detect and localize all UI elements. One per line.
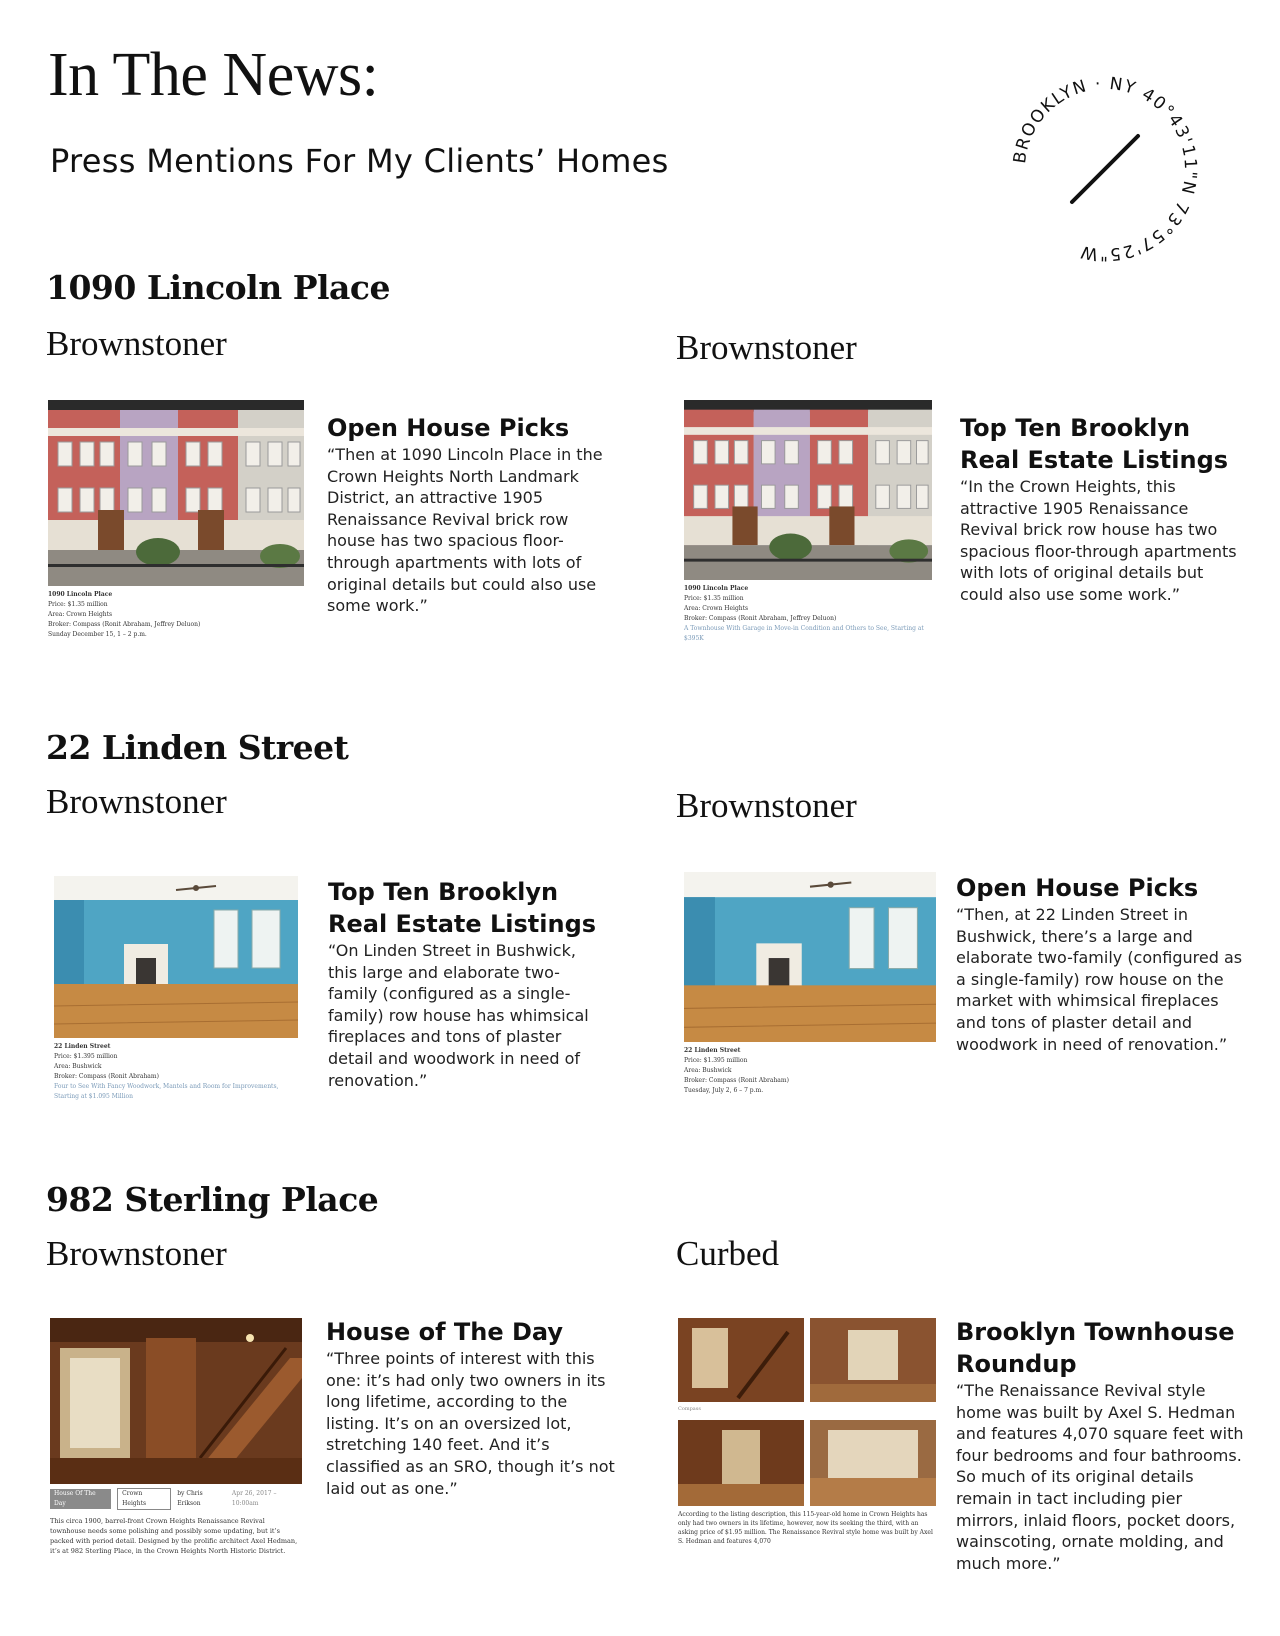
article-982-sterling-house-of-day: [326, 1316, 616, 1499]
caption-line: 22 Linden Street: [684, 1047, 741, 1054]
caption-line: Price: $1.395 million: [54, 1053, 118, 1060]
svg-text:BROOKLYN · NY 40°43'11"N 73°57: BROOKLYN · NY 40°43'11"N 73°57'25"W: [1010, 73, 1201, 265]
article-caption: [50, 1488, 302, 1556]
caption-link[interactable]: A Townhouse With Garage in Move-in Condition and Others to See, Starting at $395K: [684, 625, 924, 642]
staircase-photo: [50, 1318, 302, 1484]
article-quote: “In the Crown Heights, this attractive 1905 Renaissance Revival brick row house has two spacious floor-through apartments with lots of original details but could also use some work.”: [960, 477, 1237, 604]
listing-caption: [684, 584, 934, 644]
caption-line: Area: Bushwick: [54, 1063, 102, 1070]
caption-line: Broker: Compass (Ronit Abraham): [684, 1077, 789, 1084]
caption-line: Price: $1.395 million: [684, 1057, 748, 1064]
post-date: Apr 26, 2017 – 10:00am: [231, 1490, 277, 1507]
article-quote: “Then at 1090 Lincoln Place in the Crown Heights North Landmark District, an attractive 1905 Renaissance Revival brick row house has two spacious floor-through apartments with lots of original details but could also use some work.”: [327, 445, 603, 616]
article-heading: House of The Day: [326, 1318, 563, 1346]
article-1090-lincoln-open-house: [327, 412, 617, 617]
tag-house-of-the-day[interactable]: House Of The Day: [50, 1489, 111, 1509]
interior-photo-grid: [678, 1318, 936, 1508]
tag-crown-heights[interactable]: Crown Heights: [117, 1488, 171, 1510]
article-1090-lincoln-top-ten: [960, 412, 1240, 606]
caption-body: This circa 1900, barrel-front Crown Heights Renaissance Revival townhouse needs some polishing and possibly some updating, but it’s packed with period detail. Designed by the prolific architect Axel Hedman, it’s at 982 Sterling Place, in the Crown Heights North Historic District.: [50, 1517, 298, 1555]
brooklyn-seal-logo: [1000, 64, 1210, 274]
article-heading: Open House Picks: [327, 414, 570, 442]
article-quote: “On Linden Street in Bushwick, this large and elaborate two-family (configured as a single-family) row house has whimsical fireplaces and tons of plaster detail and woodwork in need of renovation.”: [328, 941, 589, 1090]
listing-caption: [684, 1046, 936, 1096]
photo-credit: Compass: [678, 1406, 701, 1412]
article-22-linden-top-ten: [328, 876, 608, 1091]
article-quote: “Then, at 22 Linden Street in Bushwick, there’s a large and elaborate two-family (configured as a single-family) row house on the market with whimsical fireplaces and tons of plaster detail and woodwork in need of renovation.”: [956, 905, 1243, 1054]
caption-line: Tuesday, July 2, 6 – 7 p.m.: [684, 1087, 764, 1094]
section-title-1090-lincoln: 1090 Lincoln Place: [46, 268, 391, 307]
publication-name: Brownstoner: [46, 1234, 227, 1273]
caption-line: Area: Crown Heights: [684, 605, 749, 612]
caption-line: 22 Linden Street: [54, 1043, 111, 1050]
article-quote: “Three points of interest with this one: it’s had only two owners in its long lifetime, according to the listing. It’s on an oversized lot, stretching 140 feet. And it’s classified as an SRO, though it’s not laid out as one.”: [326, 1349, 615, 1498]
article-quote: “The Renaissance Revival style home was built by Axel S. Hedman and features 4,070 square feet with four bedrooms and four bathrooms. So much of its original details remain in tact including pier mirrors, inlaid floors, pocket doors, wainscoting, ornate molding, and much more.”: [956, 1381, 1244, 1573]
section-title-982-sterling: 982 Sterling Place: [46, 1180, 379, 1219]
publication-name: Brownstoner: [676, 328, 857, 367]
caption-line: Broker: Compass (Ronit Abraham, Jeffrey Deluon): [48, 621, 201, 628]
article-heading: Top Ten Brooklyn Real Estate Listings: [328, 878, 597, 938]
caption-line: Area: Crown Heights: [48, 611, 113, 618]
caption-line: 1090 Lincoln Place: [48, 591, 113, 598]
byline: by Chris Erikson: [177, 1490, 203, 1507]
page-subtitle: Press Mentions For My Clients’ Homes: [50, 142, 669, 180]
caption-line: Broker: Compass (Ronit Abraham): [54, 1073, 159, 1080]
caption-line: Sunday December 15, 1 – 2 p.m.: [48, 631, 147, 638]
caption-line: Area: Bushwick: [684, 1067, 732, 1074]
article-heading: Open House Picks: [956, 874, 1199, 902]
tag-row: [50, 1488, 302, 1510]
article-982-sterling-townhouse-roundup: [956, 1316, 1246, 1574]
publication-name: Brownstoner: [46, 782, 227, 821]
article-heading: Brooklyn Townhouse Roundup: [956, 1318, 1235, 1378]
caption-line: Price: $1.35 million: [48, 601, 108, 608]
caption-line: Broker: Compass (Ronit Abraham, Jeffrey Deluon): [684, 615, 837, 622]
interior-room-photo: [54, 876, 298, 1038]
page-title: In The News:: [48, 41, 379, 109]
rowhouse-photo: [48, 400, 304, 586]
interior-room-photo: [684, 872, 936, 1042]
caption-line: Price: $1.35 million: [684, 595, 744, 602]
listing-caption: [48, 590, 304, 640]
publication-name: Brownstoner: [676, 786, 857, 825]
caption-body: According to the listing description, this 115-year-old home in Crown Heights has only had two owners in its lifetime, however, now its seeking the third, with an asking price of $1.95 million. The Renaissance Revival style home was built by Axel S. Hedman and features 4,070: [678, 1511, 933, 1545]
section-title-22-linden: 22 Linden Street: [46, 728, 349, 767]
listing-caption: [54, 1042, 298, 1102]
publication-name: Curbed: [676, 1234, 780, 1273]
article-22-linden-open-house: [956, 872, 1246, 1055]
caption-line: 1090 Lincoln Place: [684, 585, 749, 592]
caption-link[interactable]: Four to See With Fancy Woodwork, Mantels and Room for Improvements, Starting at $1.095 Million: [54, 1083, 279, 1100]
article-heading: Top Ten Brooklyn Real Estate Listings: [960, 414, 1229, 474]
rowhouse-photo: [684, 400, 932, 580]
publication-name: Brownstoner: [46, 324, 227, 363]
